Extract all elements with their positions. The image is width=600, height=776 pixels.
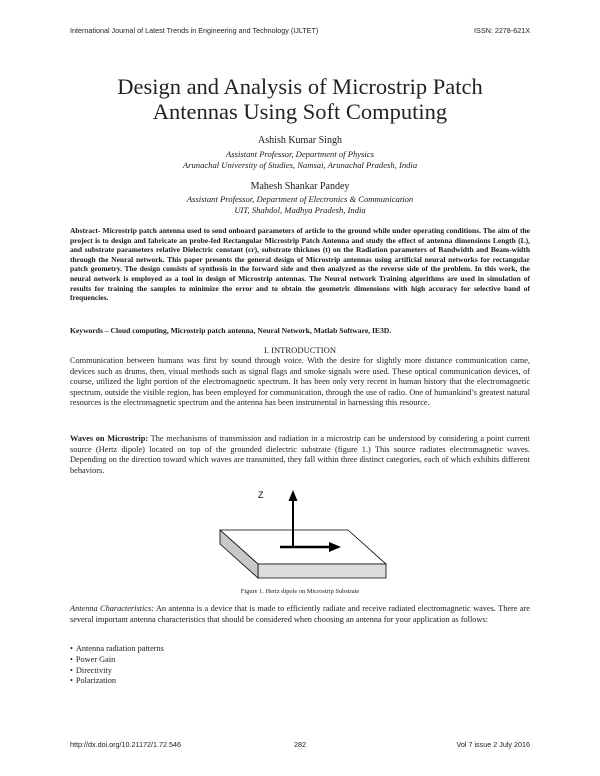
z-axis-arrowhead [289, 490, 298, 501]
abstract: Abstract- Microstrip patch antenna used to send onboard parameters of article to the ground while under operating conditions. The aim of the project is to design and fabricate an probe-fed Rectangular Microstrip Patch Antenna and study the effect of antenna dimensions Length (L), and substrate parameters relative Dielectric constant (εr), substrate thicknes (t) on the Radiation parameters of Bandwidth and Beam-width through the Neural network. This paper presents the general design of Microstrip antennas using artificial neural networks for rectangular patch geometry. The design consists of synthesis in the forward side and then analyzed as the reverse side of the problem. In this work, the neural network is employed as a tool in design of Microstrip antennas. The Neural network Training algorithms are used in simulation of results for training the samples to minimize the error and to obtain the geometric dimensions with high accuracy for selective band of frequencies. [70, 226, 530, 303]
issn-header: ISSN: 2278-621X [474, 26, 530, 35]
list-item: • Antenna radiation patterns [70, 644, 530, 655]
list-item: • Power Gain [70, 655, 530, 666]
volume-info: Vol 7 issue 2 July 2016 [456, 740, 530, 749]
title-line-2: Antennas Using Soft Computing [152, 99, 448, 124]
paper-title [60, 74, 540, 124]
affiliation-institution: Arunachal University of Studies, Namsai, Arunachal Pradesh, India [182, 160, 418, 170]
title-line-1: Design and Analysis of Microstrip Patch [117, 74, 483, 99]
author-affiliation [60, 194, 540, 216]
author-name: Mahesh Shankar Pandey [250, 181, 350, 192]
characteristics-text: An antenna is a device that is made to efficiently radiate and receive radiated electromagnetic waves. There are several important antenna characteristics that should be considered when choosing an antenna for your application as follows: [70, 604, 530, 624]
journal-header: International Journal of Latest Trends in Engineering and Technology (IJLTET) [70, 26, 319, 35]
waves-lead: Waves on Microstrip: [70, 434, 149, 443]
intro-paragraph: Communication between humans was first by sound through voice. With the desire for slightly more distance communication came, devices such as drums, then, visual methods such as signal flags and smoke signals were used. These optical communication devices, of course, utilized the light portion of the electromagnetic spectrum. It has been only very recent in human history that the electromagnetic spectrum, outside the visible region, has been employed for communication, through the use of radio. One of humankind’s greatest natural resources is the electromagnetic spectrum and the antenna has been instrumental in harnessing this resource. [70, 356, 530, 408]
list-item: • Polarization [70, 676, 530, 687]
doi-link[interactable]: http://dx.doi.org/10.21172/1.72.546 [70, 740, 181, 749]
affiliation-dept: Assistant Professor, Department of Physics [226, 149, 374, 159]
affiliation-dept: Assistant Professor, Department of Electronics & Communication [186, 194, 414, 204]
hertz-dipole-figure [218, 486, 388, 586]
waves-text: The mechanisms of transmission and radiation in a microstrip can be understood by considering a point current source (Hertz dipole) located on top of the grounded dielectric substrate (figure 1.) This source radiates electromagnetic waves. Depending on the direction toward which waves are transmitted, they fall within three distinct categories, each of which exhibits different behaviors. [70, 434, 530, 475]
characteristics-list [70, 644, 530, 687]
keywords: Keywords – Cloud computing, Microstrip patch antenna, Neural Network, Matlab Software, IE3D. [70, 326, 392, 335]
characteristics-lead: Antenna Characteristics: [70, 604, 154, 613]
page-number: 282 [294, 740, 306, 749]
substrate-front [258, 564, 386, 578]
figure-caption: Figure 1. Hertz dipole on Microstrip Substrate [240, 588, 360, 595]
z-axis-label: Z [258, 490, 264, 500]
characteristics-paragraph [70, 604, 530, 625]
author-affiliation [60, 149, 540, 171]
author-name: Ashish Kumar Singh [258, 135, 342, 146]
list-item: • Directivity [70, 666, 530, 677]
waves-paragraph [70, 434, 530, 476]
affiliation-institution: UIT, Shahdol, Madhya Pradesh, India [234, 205, 366, 215]
section-heading: I. INTRODUCTION [263, 345, 337, 355]
